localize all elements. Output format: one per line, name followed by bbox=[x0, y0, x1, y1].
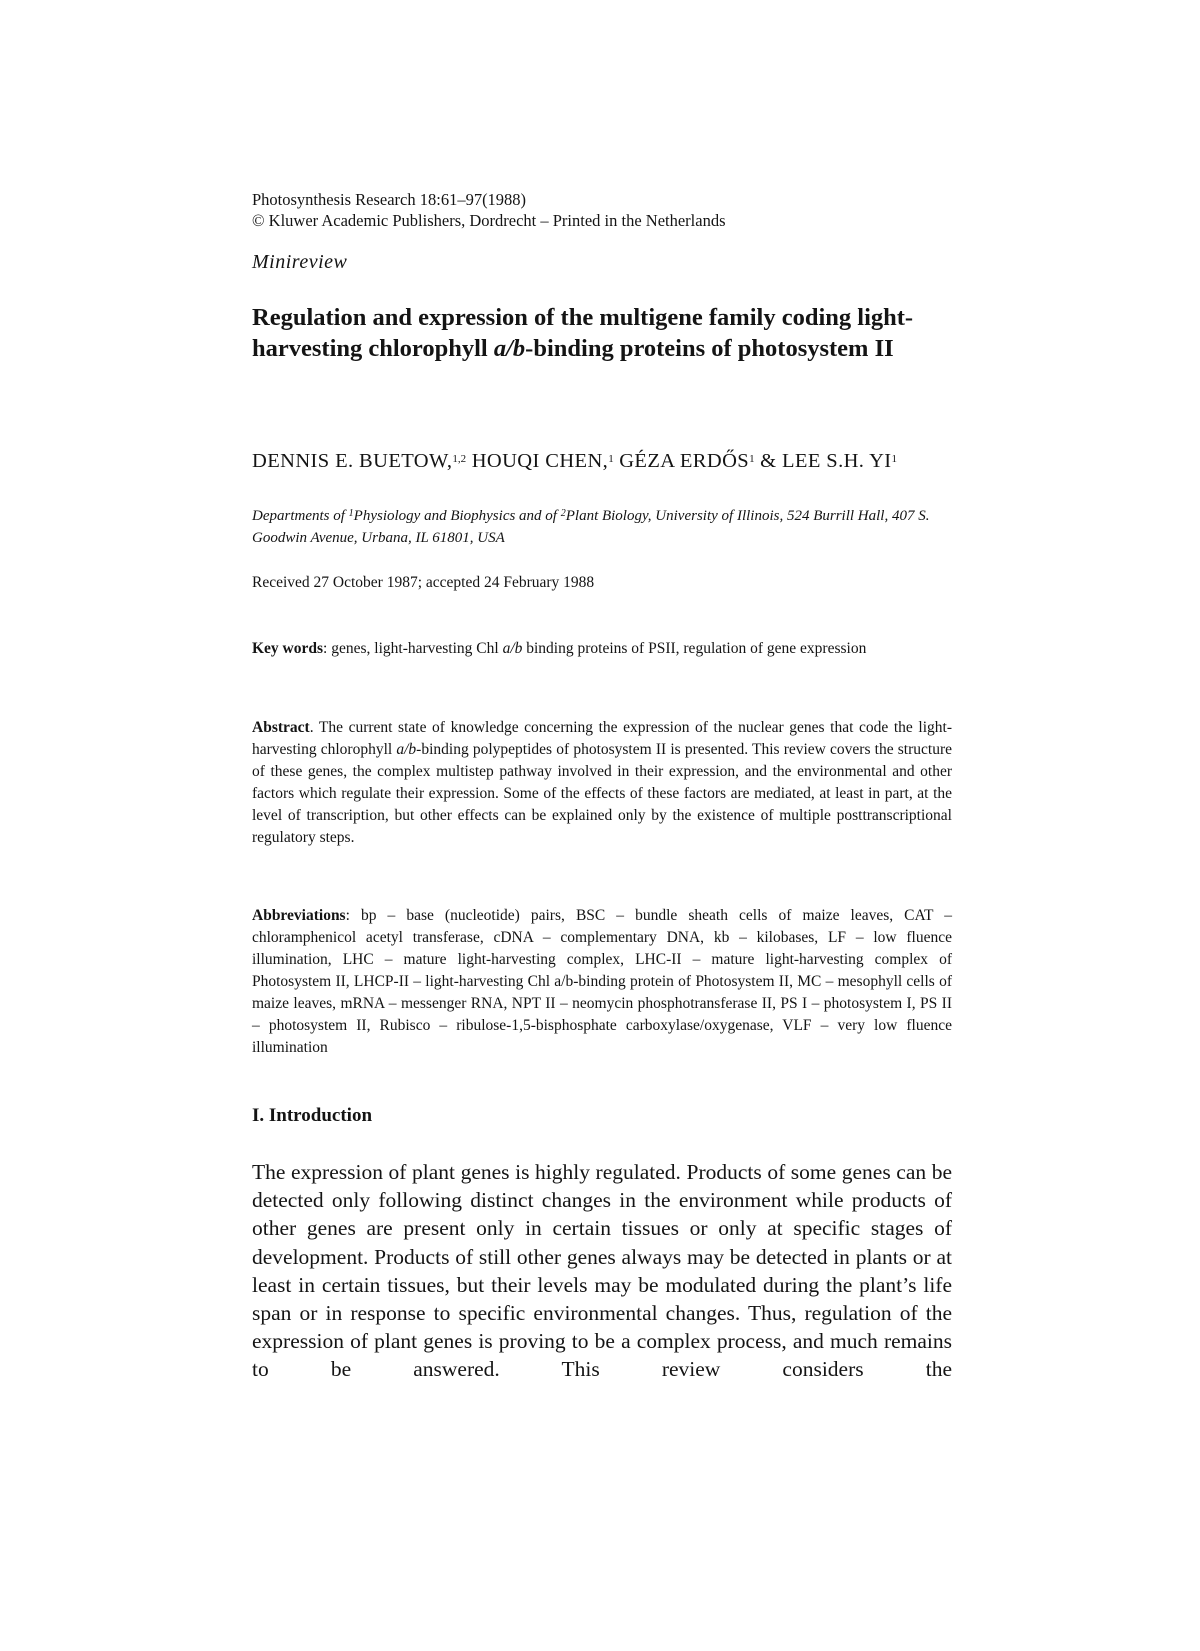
keywords bbox=[252, 637, 952, 660]
section-heading-introduction: I. Introduction bbox=[252, 1105, 373, 1126]
journal-citation: Photosynthesis Research 18:61–97(1988) bbox=[252, 190, 527, 209]
introduction-body: The expression of plant genes is highly regulated. Products of some genes can be detected only following distinct changes in the environment while products of other genes are present only in certain tissues or only at specific stages of development. Products of still other genes always may be detected in plants or at least in certain tissues, but their levels may be modulated during the plant’s life span or in response to specific environmental changes. Thus, regulation of the expression of plant genes is proving to be a complex process, and much remains to be answered. This review considers the bbox=[252, 1160, 952, 1382]
affiliation-sup-2: 2 bbox=[560, 508, 566, 519]
section-type: Minireview bbox=[252, 251, 348, 273]
abbreviations-label: Abbreviations bbox=[252, 907, 346, 924]
keywords-text-1: : genes, light-harvesting Chl bbox=[323, 640, 503, 657]
abstract-label: Abstract bbox=[252, 719, 310, 736]
abbreviations bbox=[252, 905, 952, 1059]
keywords-text-2: binding proteins of PSII, regulation of gene expression bbox=[522, 640, 867, 657]
author-2-affil: 1 bbox=[608, 453, 614, 465]
author-3: GÉZA ERDŐS bbox=[613, 450, 750, 472]
keywords-ab: a/b bbox=[502, 640, 523, 657]
author-1: DENNIS E. BUETOW, bbox=[252, 450, 453, 472]
author-1-affil: 1,2 bbox=[452, 453, 467, 465]
author-list bbox=[252, 448, 952, 475]
author-4-affil: 1 bbox=[891, 453, 898, 465]
received-dates: Received 27 October 1987; accepted 24 February 1988 bbox=[252, 574, 595, 591]
journal-header bbox=[252, 189, 952, 231]
affiliation bbox=[252, 505, 952, 549]
paper-title bbox=[252, 302, 942, 364]
title-part-2: -binding proteins of photosystem II bbox=[525, 335, 894, 362]
title-ab: a/b bbox=[493, 335, 526, 362]
title-part-1: Regulation and expression of the multigene family coding light-harvesting chlorophyll bbox=[252, 304, 914, 362]
abstract bbox=[252, 717, 952, 849]
author-2: HOUQI CHEN, bbox=[466, 450, 609, 472]
author-4: & LEE S.H. YI bbox=[754, 450, 892, 472]
affiliation-dept-2: Plant Biology, University of Illinois, 524 Burrill Hall, 407 S. Goodwin Avenue, Urbana, IL 61801, USA bbox=[252, 508, 930, 546]
journal-copyright: © Kluwer Academic Publishers, Dordrecht – Printed in the Netherlands bbox=[252, 211, 726, 230]
abbreviations-text: : bp – base (nucleotide) pairs, BSC – bundle sheath cells of maize leaves, CAT – chloramphenicol acetyl transferase, cDNA – complementary DNA, kb – kilobases, LF – low fluence illumination, LHC – mature light-harvesting complex, LHC-II – mature light-harvesting complex of Photosystem II, LHCP-II – light-harvesting Chl a/b-binding protein of Photosystem II, MC – mesophyll cells of maize leaves, mRNA – messenger RNA, NPT II – neomycin phosphotransferase II, PS I – photosystem I, PS II – photosystem II, Rubisco – ribulose-1,5-bisphosphate carboxylase/oxygenase, VLF – very low fluence illumination bbox=[252, 907, 952, 1056]
affiliation-prefix: Departments of bbox=[252, 508, 349, 524]
abstract-text-2: -binding polypeptides of photosystem II is presented. This review covers the structure of these genes, the complex multistep pathway involved in their expression, and the environmental and other factors which regulate their expression. Some of the effects of these factors are mediated, at least in part, at the level of transcription, but other effects can be explained only by the existence of multiple posttranscriptional regulatory steps. bbox=[252, 741, 952, 846]
abstract-ab: a/b bbox=[396, 741, 417, 758]
abstract-text-1: . The current state of knowledge concerning the expression of the nuclear genes that code the light-harvesting chlorophyll bbox=[252, 719, 952, 758]
affiliation-dept-1: Physiology and Biophysics and of bbox=[353, 508, 561, 524]
affiliation-sup-1: 1 bbox=[348, 508, 354, 519]
author-3-affil: 1 bbox=[749, 453, 755, 465]
keywords-label: Key words bbox=[252, 640, 324, 657]
